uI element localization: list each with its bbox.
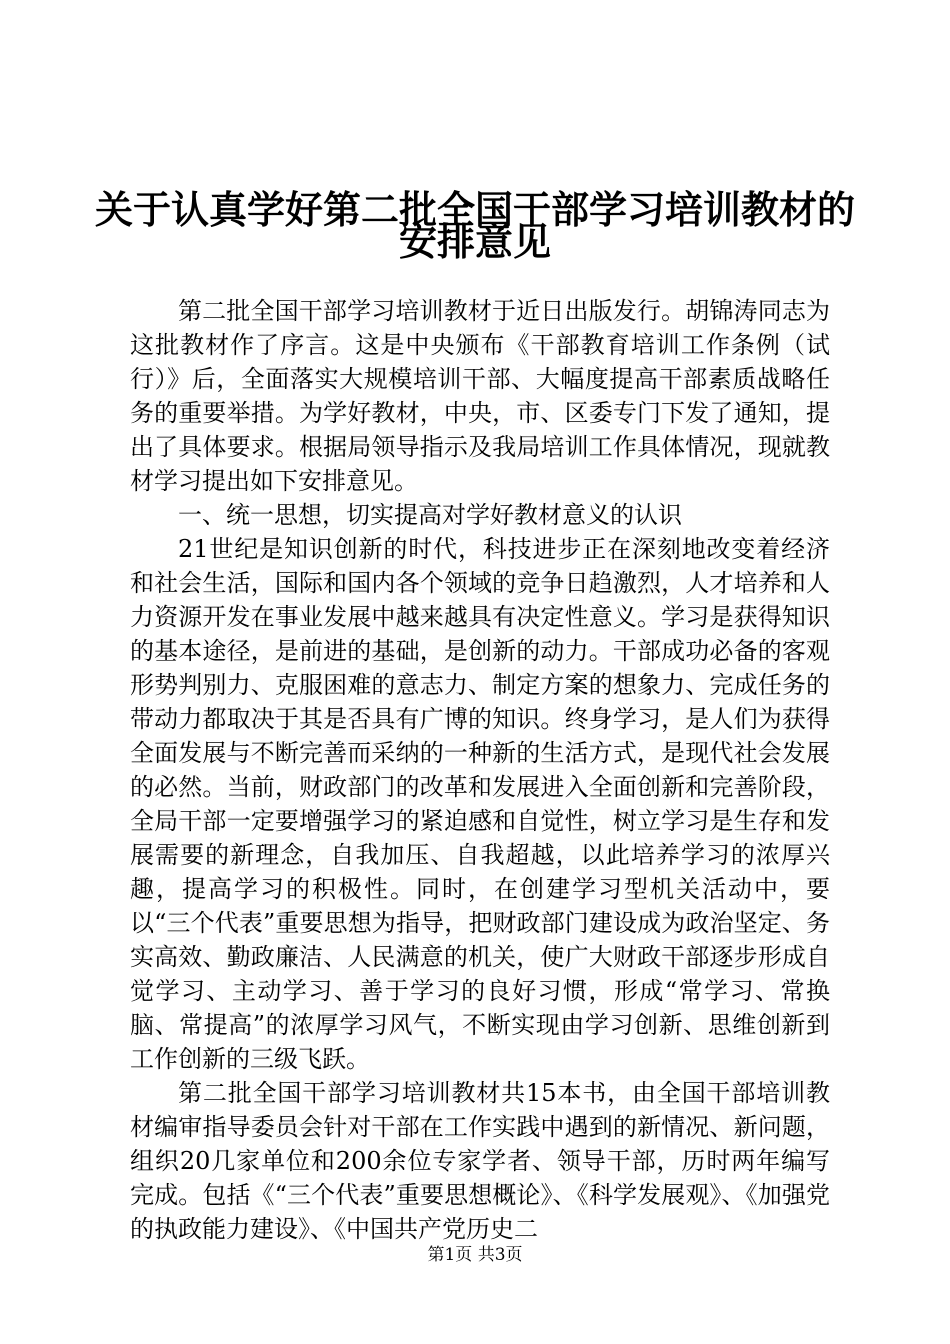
paragraph-intro: 第二批全国干部学习培训教材于近日出版发行。胡锦涛同志为这批教材作了序言。这是中央颁布《干部教育培训工作条例（试行）》后，全面落实大规模培训干部、大幅度提高干部素质战略任务的重要举措。为学好教材，中央，市、区委专门下发了通知，提出了具体要求。根据局领导指示及我局培训工作具体情况，现就教材学习提出如下安排意见。: [130, 297, 830, 495]
paragraph-section-1: 21世纪是知识创新的时代，科技进步正在深刻地改变着经济和社会生活，国际和国内各个领域的竞争日趋激烈，人才培养和人力资源开发在事业发展中越来越具有决定性意义。学习是获得知识的基本途径，是前进的基础，是创新的动力。干部成功必备的客观形势判别力、克服困难的意志力、制定方案的想象力、完成任务的带动力都取决于其是否具有广博的知识。终身学习，是人们为获得全面发展与不断完善而采纳的一种新的生活方式，是现代社会发展的必然。当前，财政部门的改革和发展进入全面创新和完善阶段，全局干部一定要增强学习的紧迫感和自觉性，树立学习是生存和发展需要的新理念，自我加压、自我超越，以此培养学习的浓厚兴趣，提高学习的积极性。同时，在创建学习型机关活动中，要以“三个代表”重要思想为指导，把财政部门建设成为政治坚定、务实高效、勤政廉洁、人民满意的机关，使广大财政干部逐步形成自觉学习、主动学习、善于学习的良好习惯，形成“常学习、常换脑、常提高”的浓厚学习风气，不断实现由学习创新、思维创新到工作创新的三级飞跃。: [130, 535, 830, 1073]
document-body: [130, 294, 830, 1246]
document-title-line-2: 安排意见: [398, 219, 551, 264]
page-footer: 第1页 共3页: [427, 1245, 523, 1265]
document-title-line-1: 关于认真学好第二批全国干部学习培训教材的: [94, 187, 855, 232]
section-heading-1: 一、统一思想，切实提高对学好教材意义的认识: [178, 501, 682, 529]
paragraph-textbooks: 第二批全国干部学习培训教材共15本书，由全国干部培训教材编审指导委员会针对干部在工作实践中遇到的新情况、新问题，组织20几家单位和200余位专家学者、领导干部，历时两年编写完成。包括《“三个代表”重要思想概论》、《科学发展观》、《加强党的执政能力建设》、《中国共产党历史二: [130, 1079, 830, 1243]
